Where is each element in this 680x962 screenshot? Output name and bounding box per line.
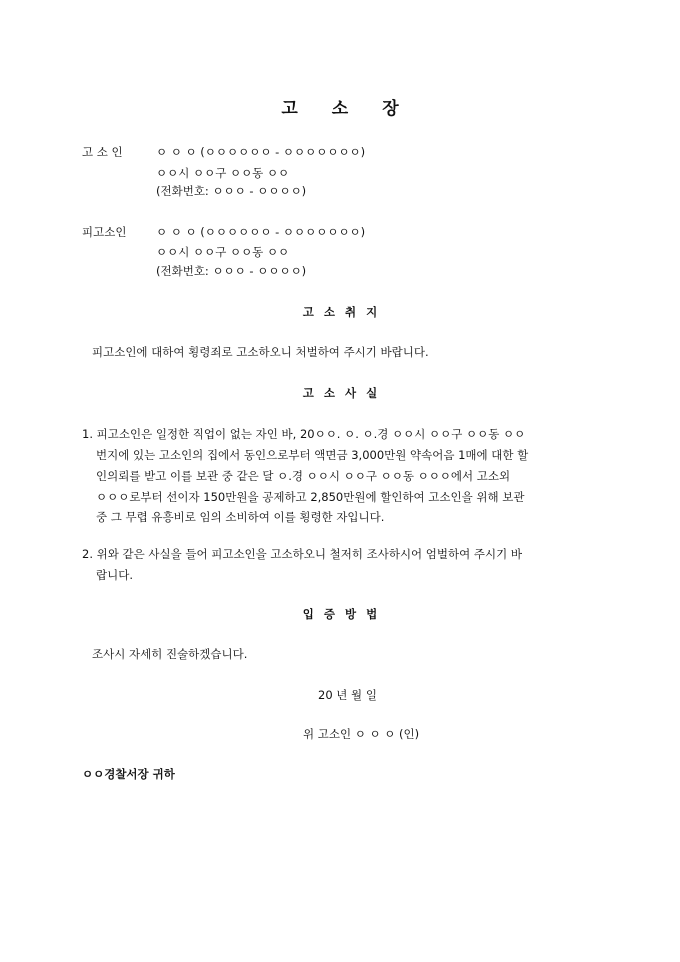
title-char: 고 xyxy=(281,99,298,119)
title-char: 소 xyxy=(331,99,349,119)
heading-char: 지 xyxy=(366,305,378,319)
heading-char: 사 xyxy=(345,386,357,400)
complainant-phone: (전화번호: ㅇㅇㅇ - ㅇㅇㅇㅇ) xyxy=(156,184,307,198)
facts-item1-line: ㅇㅇㅇ로부터 선이자 150만원을 공제하고 2,850만원에 할인하여 고소인을 위해 보관 xyxy=(96,490,525,504)
document-title xyxy=(0,94,680,119)
facts-item2-line: 랍니다. xyxy=(96,568,133,582)
facts-item1-line: 인의뢰를 받고 이를 보관 중 같은 달 ㅇ.경 ㅇㅇ시 ㅇㅇ구 ㅇㅇ동 ㅇㅇㅇ에서 고소외 xyxy=(96,469,511,483)
heading-char: 실 xyxy=(366,386,378,400)
evidence-heading xyxy=(0,606,680,622)
facts-item2-line: 2. 위와 같은 사실을 들어 피고소인을 고소하오니 철저히 조사하시어 엄벌하여 주시기 바 xyxy=(82,547,522,561)
signature-line: 위 고소인 ㅇ ㅇ ㅇ (인) xyxy=(303,727,420,741)
heading-char: 고 xyxy=(302,386,314,400)
facts-item1-line: 번지에 있는 고소인의 집에서 동인으로부터 액면금 3,000만원 약속어음 1매에 대한 할 xyxy=(96,448,529,462)
heading-char: 고 xyxy=(302,305,314,319)
heading-char: 취 xyxy=(345,305,357,319)
heading-char: 법 xyxy=(366,607,378,621)
complainant-name-id: ㅇ ㅇ ㅇ (ㅇㅇㅇㅇㅇㅇ - ㅇㅇㅇㅇㅇㅇㅇ) xyxy=(156,145,366,159)
accused-name-id: ㅇ ㅇ ㅇ (ㅇㅇㅇㅇㅇㅇ - ㅇㅇㅇㅇㅇㅇㅇ) xyxy=(156,225,366,239)
purpose-heading xyxy=(0,304,680,320)
evidence-text: 조사시 자세히 진술하겠습니다. xyxy=(92,647,248,661)
date-line: 20 년 월 일 xyxy=(318,688,377,702)
heading-char: 증 xyxy=(323,607,335,621)
purpose-text: 피고소인에 대하여 횡령죄로 고소하오니 처벌하여 주시기 바랍니다. xyxy=(92,345,429,359)
facts-item1-line: 중 그 무렵 유흥비로 임의 소비하여 이를 횡령한 자입니다. xyxy=(96,510,385,524)
heading-char: 소 xyxy=(323,305,335,319)
heading-char: 입 xyxy=(302,607,314,621)
addressee: ㅇㅇ경찰서장 귀하 xyxy=(82,767,175,781)
facts-heading xyxy=(0,385,680,401)
accused-label: 피고소인 xyxy=(82,225,127,239)
complainant-address: ㅇㅇ시 ㅇㅇ구 ㅇㅇ동 ㅇㅇ xyxy=(156,166,290,180)
heading-char: 방 xyxy=(345,607,357,621)
complainant-label: 고 소 인 xyxy=(82,145,123,159)
heading-char: 소 xyxy=(323,386,335,400)
accused-phone: (전화번호: ㅇㅇㅇ - ㅇㅇㅇㅇ) xyxy=(156,264,307,278)
title-char: 장 xyxy=(382,99,399,119)
facts-item1-line: 1. 피고소인은 일정한 직업이 없는 자인 바, 20ㅇㅇ. ㅇ. ㅇ.경 ㅇㅇ시 ㅇㅇ구 ㅇㅇ동 ㅇㅇ xyxy=(82,427,526,441)
accused-address: ㅇㅇ시 ㅇㅇ구 ㅇㅇ동 ㅇㅇ xyxy=(156,245,290,259)
